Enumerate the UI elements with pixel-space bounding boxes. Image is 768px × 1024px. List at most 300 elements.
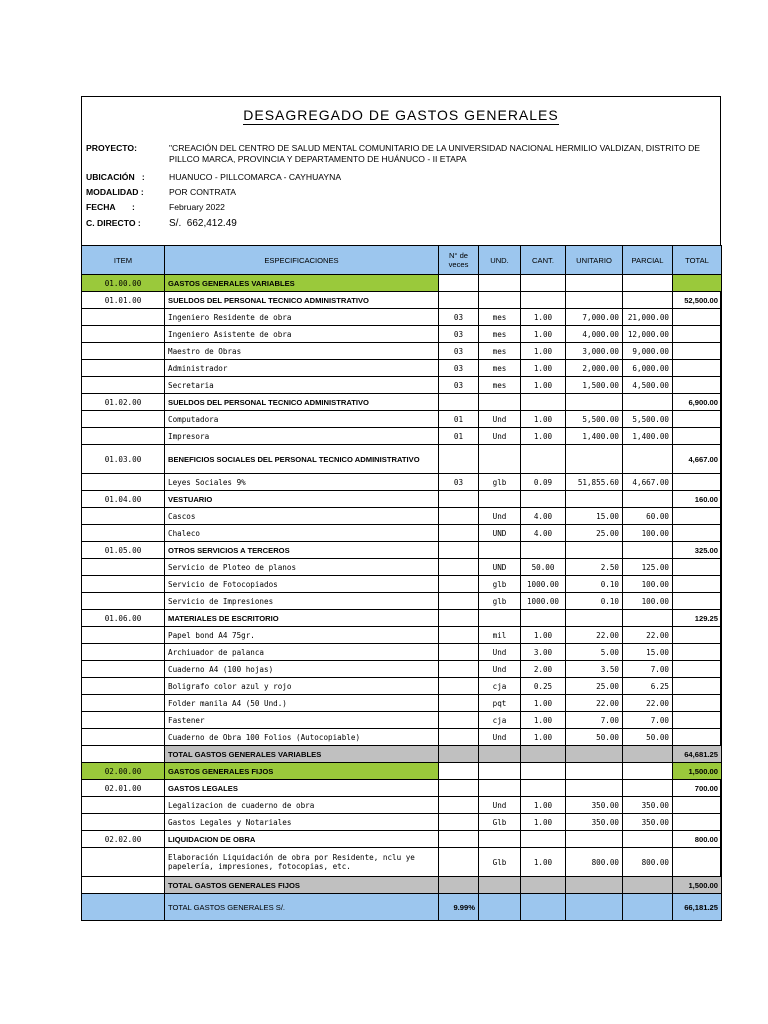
partial-cell: [623, 780, 673, 797]
total-cell: [673, 377, 722, 394]
spec-cell: Leyes Sociales 9%: [165, 474, 439, 491]
partial-cell: 12,000.00: [623, 326, 673, 343]
partial-cell: [623, 877, 673, 894]
spec-cell: Servicio de Fotocopiados: [165, 576, 439, 593]
unit-cell: mes: [479, 377, 521, 394]
unit-price-cell: 1,400.00: [566, 428, 623, 445]
spec-cell: Maestro de Obras: [165, 343, 439, 360]
table-row: [82, 377, 722, 394]
item-cell: [82, 877, 165, 894]
grand-total-empty-unit: [566, 894, 623, 921]
partial-cell: [623, 763, 673, 780]
qty-cell: [521, 610, 566, 627]
spec-cell: OTROS SERVICIOS A TERCEROS: [165, 542, 439, 559]
direct-cost-label: C. DIRECTO :: [86, 218, 141, 228]
qty-cell: 4.00: [521, 525, 566, 542]
table-row: [82, 343, 722, 360]
spec-cell: SUELDOS DEL PERSONAL TECNICO ADMINISTRATIVO: [165, 292, 439, 309]
partial-cell: 1,400.00: [623, 428, 673, 445]
item-cell: [82, 593, 165, 610]
partial-cell: 100.00: [623, 576, 673, 593]
partial-cell: [623, 610, 673, 627]
partial-cell: [623, 445, 673, 474]
table-row: [82, 593, 722, 610]
partial-cell: 4,500.00: [623, 377, 673, 394]
partial-cell: 6,000.00: [623, 360, 673, 377]
unit-cell: cja: [479, 712, 521, 729]
times-cell: [439, 394, 479, 411]
unit-price-cell: [566, 780, 623, 797]
spec-cell: Servicio de Impresiones: [165, 593, 439, 610]
unit-price-cell: 22.00: [566, 695, 623, 712]
table-row: [82, 411, 722, 428]
table-row: [82, 695, 722, 712]
unit-cell: [479, 394, 521, 411]
table-row: [82, 360, 722, 377]
partial-cell: 6.25: [623, 678, 673, 695]
partial-cell: 4,667.00: [623, 474, 673, 491]
document-title: DESAGREGADO DE GASTOS GENERALES: [243, 107, 559, 123]
unit-cell: [479, 780, 521, 797]
item-cell: [82, 797, 165, 814]
unit-cell: mes: [479, 360, 521, 377]
item-cell: [82, 343, 165, 360]
unit-cell: glb: [479, 576, 521, 593]
col-times-header: N° de veces: [439, 246, 479, 275]
table-row: [82, 508, 722, 525]
table-row: [82, 729, 722, 746]
table-header-row: [82, 246, 722, 275]
unit-price-cell: 4,000.00: [566, 326, 623, 343]
partial-cell: [623, 292, 673, 309]
unit-price-cell: 25.00: [566, 678, 623, 695]
table-row: [82, 525, 722, 542]
total-cell: 129.25: [673, 610, 722, 627]
grand-total-value: 66,181.25: [673, 894, 722, 921]
section-row: [82, 831, 722, 848]
partial-cell: 7.00: [623, 712, 673, 729]
total-cell: 1,500.00: [673, 763, 722, 780]
times-cell: [439, 491, 479, 508]
partial-cell: 800.00: [623, 848, 673, 877]
total-cell: [673, 797, 722, 814]
total-cell: [673, 508, 722, 525]
times-cell: [439, 678, 479, 695]
spec-cell: Papel bond A4 75gr.: [165, 627, 439, 644]
unit-price-cell: 350.00: [566, 814, 623, 831]
unit-cell: Und: [479, 644, 521, 661]
qty-cell: 1.00: [521, 712, 566, 729]
unit-cell: [479, 746, 521, 763]
total-cell: 64,681.25: [673, 746, 722, 763]
spec-cell: Chaleco: [165, 525, 439, 542]
partial-cell: 60.00: [623, 508, 673, 525]
total-cell: 1,500.00: [673, 877, 722, 894]
unit-cell: UND: [479, 559, 521, 576]
green-row: [82, 763, 722, 780]
item-cell: 01.01.00: [82, 292, 165, 309]
times-cell: 01: [439, 428, 479, 445]
date-label: FECHA :: [86, 202, 135, 212]
table-row: [82, 712, 722, 729]
qty-cell: 1.00: [521, 848, 566, 877]
item-cell: [82, 729, 165, 746]
times-cell: [439, 445, 479, 474]
item-cell: [82, 678, 165, 695]
total-cell: [673, 326, 722, 343]
times-cell: [439, 593, 479, 610]
times-cell: [439, 610, 479, 627]
total-cell: [673, 576, 722, 593]
times-cell: [439, 275, 479, 292]
unit-cell: mes: [479, 343, 521, 360]
partial-cell: 50.00: [623, 729, 673, 746]
item-cell: 02.02.00: [82, 831, 165, 848]
item-cell: 01.04.00: [82, 491, 165, 508]
partial-cell: [623, 394, 673, 411]
qty-cell: [521, 292, 566, 309]
direct-cost-value: S/. 662,412.49: [169, 218, 237, 229]
qty-cell: 1.00: [521, 428, 566, 445]
budget-sheet: [81, 96, 721, 917]
qty-cell: 1.00: [521, 360, 566, 377]
unit-cell: [479, 292, 521, 309]
partial-cell: 7.00: [623, 661, 673, 678]
table-row: [82, 848, 722, 877]
qty-cell: [521, 763, 566, 780]
spec-cell: Cuaderno A4 (100 hojas): [165, 661, 439, 678]
unit-price-cell: 2.50: [566, 559, 623, 576]
unit-price-cell: [566, 877, 623, 894]
unit-cell: [479, 610, 521, 627]
times-cell: 03: [439, 474, 479, 491]
partial-cell: 125.00: [623, 559, 673, 576]
table-row: [82, 309, 722, 326]
col-spec-header: ESPECIFICACIONES: [165, 246, 439, 275]
total-cell: [673, 661, 722, 678]
qty-cell: 1000.00: [521, 576, 566, 593]
unit-cell: mil: [479, 627, 521, 644]
qty-cell: [521, 275, 566, 292]
total-cell: 700.00: [673, 780, 722, 797]
total-cell: 800.00: [673, 831, 722, 848]
qty-cell: [521, 542, 566, 559]
qty-cell: 50.00: [521, 559, 566, 576]
col-qty-header: CANT.: [521, 246, 566, 275]
qty-cell: 1000.00: [521, 593, 566, 610]
unit-cell: glb: [479, 593, 521, 610]
times-cell: [439, 780, 479, 797]
partial-cell: 21,000.00: [623, 309, 673, 326]
qty-cell: 1.00: [521, 343, 566, 360]
spec-cell: GASTOS LEGALES: [165, 780, 439, 797]
spec-cell: Legalizacion de cuaderno de obra: [165, 797, 439, 814]
unit-cell: Und: [479, 729, 521, 746]
spec-cell: GASTOS GENERALES FIJOS: [165, 763, 439, 780]
unit-price-cell: 3.50: [566, 661, 623, 678]
gray-row: [82, 877, 722, 894]
table-row: [82, 326, 722, 343]
unit-price-cell: 7.00: [566, 712, 623, 729]
total-cell: [673, 309, 722, 326]
item-cell: 01.05.00: [82, 542, 165, 559]
qty-cell: [521, 394, 566, 411]
item-cell: [82, 848, 165, 877]
unit-price-cell: 25.00: [566, 525, 623, 542]
total-cell: 4,667.00: [673, 445, 722, 474]
unit-cell: [479, 275, 521, 292]
total-cell: [673, 695, 722, 712]
times-cell: 03: [439, 377, 479, 394]
unit-cell: [479, 763, 521, 780]
item-cell: 01.00.00: [82, 275, 165, 292]
table-row: [82, 428, 722, 445]
total-cell: [673, 814, 722, 831]
table-row: [82, 814, 722, 831]
partial-cell: [623, 746, 673, 763]
unit-price-cell: [566, 275, 623, 292]
grand-total-row: [82, 894, 722, 921]
unit-price-cell: 5.00: [566, 644, 623, 661]
unit-price-cell: [566, 746, 623, 763]
item-cell: 01.03.00: [82, 445, 165, 474]
times-cell: 03: [439, 309, 479, 326]
qty-cell: [521, 491, 566, 508]
item-cell: [82, 360, 165, 377]
unit-price-cell: 51,855.60: [566, 474, 623, 491]
partial-cell: 5,500.00: [623, 411, 673, 428]
spec-cell: VESTUARIO: [165, 491, 439, 508]
qty-cell: 1.00: [521, 411, 566, 428]
unit-cell: [479, 491, 521, 508]
total-cell: [673, 712, 722, 729]
times-cell: [439, 559, 479, 576]
total-cell: [673, 360, 722, 377]
table-body: [82, 275, 722, 894]
grand-total-item: [82, 894, 165, 921]
qty-cell: 2.00: [521, 661, 566, 678]
qty-cell: 1.00: [521, 695, 566, 712]
item-cell: [82, 377, 165, 394]
unit-price-cell: 2,000.00: [566, 360, 623, 377]
spec-cell: Computadora: [165, 411, 439, 428]
section-row: [82, 394, 722, 411]
unit-price-cell: 0.10: [566, 593, 623, 610]
table-row: [82, 559, 722, 576]
qty-cell: 1.00: [521, 729, 566, 746]
total-cell: [673, 275, 722, 292]
table-row: [82, 474, 722, 491]
item-cell: [82, 661, 165, 678]
spec-cell: BENEFICIOS SOCIALES DEL PERSONAL TECNICO ADMINISTRATIVO: [165, 445, 439, 474]
unit-price-cell: [566, 763, 623, 780]
item-cell: [82, 326, 165, 343]
unit-cell: Und: [479, 428, 521, 445]
spec-cell: Administrador: [165, 360, 439, 377]
total-cell: [673, 729, 722, 746]
project-value: "CREACIÓN DEL CENTRO DE SALUD MENTAL COMUNITARIO DE LA UNIVERSIDAD NACIONAL HERMILIO VALDIZAN, DISTRITO DE PILLCO MARCA, PROVINCIA Y DEPARTAMENTO DE HUÁNUCO - II ETAPA: [169, 143, 701, 164]
col-unit-price-header: UNITARIO: [566, 246, 623, 275]
unit-price-cell: 1,500.00: [566, 377, 623, 394]
unit-cell: pqt: [479, 695, 521, 712]
date-value: February 2022: [169, 202, 225, 212]
partial-cell: 100.00: [623, 525, 673, 542]
unit-cell: Glb: [479, 814, 521, 831]
total-cell: [673, 559, 722, 576]
partial-cell: 9,000.00: [623, 343, 673, 360]
times-cell: [439, 797, 479, 814]
unit-cell: Und: [479, 411, 521, 428]
unit-cell: UND: [479, 525, 521, 542]
item-cell: [82, 576, 165, 593]
partial-cell: [623, 491, 673, 508]
total-cell: [673, 678, 722, 695]
qty-cell: 1.00: [521, 326, 566, 343]
table-row: [82, 644, 722, 661]
spec-cell: TOTAL GASTOS GENERALES FIJOS: [165, 877, 439, 894]
times-cell: [439, 814, 479, 831]
unit-price-cell: 50.00: [566, 729, 623, 746]
col-unit-header: UND.: [479, 246, 521, 275]
spec-cell: GASTOS GENERALES VARIABLES: [165, 275, 439, 292]
section-row: [82, 292, 722, 309]
qty-cell: [521, 780, 566, 797]
times-cell: [439, 627, 479, 644]
spec-cell: MATERIALES DE ESCRITORIO: [165, 610, 439, 627]
qty-cell: [521, 746, 566, 763]
table-row: [82, 661, 722, 678]
unit-cell: Und: [479, 508, 521, 525]
unit-price-cell: [566, 491, 623, 508]
times-cell: [439, 848, 479, 877]
partial-cell: 350.00: [623, 797, 673, 814]
times-cell: [439, 877, 479, 894]
unit-cell: mes: [479, 326, 521, 343]
item-cell: [82, 559, 165, 576]
location-label: UBICACIÓN :: [86, 172, 145, 182]
spec-cell: Secretaria: [165, 377, 439, 394]
qty-cell: [521, 831, 566, 848]
total-cell: [673, 411, 722, 428]
times-cell: 03: [439, 360, 479, 377]
unit-cell: [479, 445, 521, 474]
modality-value: POR CONTRATA: [169, 187, 236, 197]
times-cell: [439, 746, 479, 763]
total-cell: [673, 848, 722, 877]
spec-cell: SUELDOS DEL PERSONAL TECNICO ADMINISTRATIVO: [165, 394, 439, 411]
spec-cell: LIQUIDACION DE OBRA: [165, 831, 439, 848]
section-row: [82, 780, 722, 797]
qty-cell: 1.00: [521, 377, 566, 394]
spec-cell: Fastener: [165, 712, 439, 729]
qty-cell: 4.00: [521, 508, 566, 525]
qty-cell: 1.00: [521, 309, 566, 326]
times-cell: [439, 695, 479, 712]
section-row: [82, 610, 722, 627]
item-cell: 01.02.00: [82, 394, 165, 411]
partial-cell: 15.00: [623, 644, 673, 661]
unit-cell: mes: [479, 309, 521, 326]
spec-cell: Gastos Legales y Notariales: [165, 814, 439, 831]
spec-cell: Folder manila A4 (50 Und.): [165, 695, 439, 712]
grand-total-empty-parcial: [623, 894, 673, 921]
item-cell: [82, 695, 165, 712]
modality-label: MODALIDAD :: [86, 187, 144, 197]
total-cell: [673, 525, 722, 542]
times-cell: [439, 831, 479, 848]
total-cell: 325.00: [673, 542, 722, 559]
partial-cell: 350.00: [623, 814, 673, 831]
section-row: [82, 491, 722, 508]
qty-cell: 3.00: [521, 644, 566, 661]
qty-cell: 0.09: [521, 474, 566, 491]
item-cell: 02.01.00: [82, 780, 165, 797]
times-cell: [439, 292, 479, 309]
item-cell: [82, 746, 165, 763]
item-cell: [82, 474, 165, 491]
spec-cell: TOTAL GASTOS GENERALES VARIABLES: [165, 746, 439, 763]
unit-price-cell: 0.10: [566, 576, 623, 593]
times-cell: [439, 712, 479, 729]
unit-price-cell: [566, 831, 623, 848]
grand-total-label: TOTAL GASTOS GENERALES S/.: [165, 894, 439, 921]
qty-cell: 1.00: [521, 814, 566, 831]
unit-price-cell: 3,000.00: [566, 343, 623, 360]
table-row: [82, 627, 722, 644]
unit-cell: [479, 831, 521, 848]
total-cell: [673, 428, 722, 445]
times-cell: [439, 763, 479, 780]
item-cell: [82, 428, 165, 445]
table-row: [82, 576, 722, 593]
unit-price-cell: 22.00: [566, 627, 623, 644]
gray-row: [82, 746, 722, 763]
item-cell: [82, 309, 165, 326]
unit-cell: [479, 542, 521, 559]
unit-price-cell: 7,000.00: [566, 309, 623, 326]
unit-price-cell: 5,500.00: [566, 411, 623, 428]
total-cell: [673, 474, 722, 491]
item-cell: [82, 814, 165, 831]
col-partial-header: PARCIAL: [623, 246, 673, 275]
unit-price-cell: [566, 394, 623, 411]
times-cell: 03: [439, 343, 479, 360]
item-cell: [82, 644, 165, 661]
times-cell: 03: [439, 326, 479, 343]
grand-total-empty-cant: [521, 894, 566, 921]
times-cell: [439, 576, 479, 593]
total-cell: [673, 343, 722, 360]
spec-cell: Ingeniero Asistente de obra: [165, 326, 439, 343]
times-cell: [439, 644, 479, 661]
spec-cell: Cascos: [165, 508, 439, 525]
table-row: [82, 678, 722, 695]
partial-cell: [623, 542, 673, 559]
spec-cell: Cuaderno de Obra 100 Folios (Autocopiable): [165, 729, 439, 746]
partial-cell: 100.00: [623, 593, 673, 610]
item-cell: 02.00.00: [82, 763, 165, 780]
expenses-table: [81, 245, 722, 921]
unit-price-cell: 350.00: [566, 797, 623, 814]
location-value: HUANUCO - PILLCOMARCA - CAYHUAYNA: [169, 172, 342, 182]
qty-cell: [521, 877, 566, 894]
project-label: PROYECTO:: [86, 143, 137, 153]
partial-cell: 22.00: [623, 695, 673, 712]
qty-cell: [521, 445, 566, 474]
total-cell: [673, 644, 722, 661]
times-cell: [439, 508, 479, 525]
spec-cell: Impresora: [165, 428, 439, 445]
